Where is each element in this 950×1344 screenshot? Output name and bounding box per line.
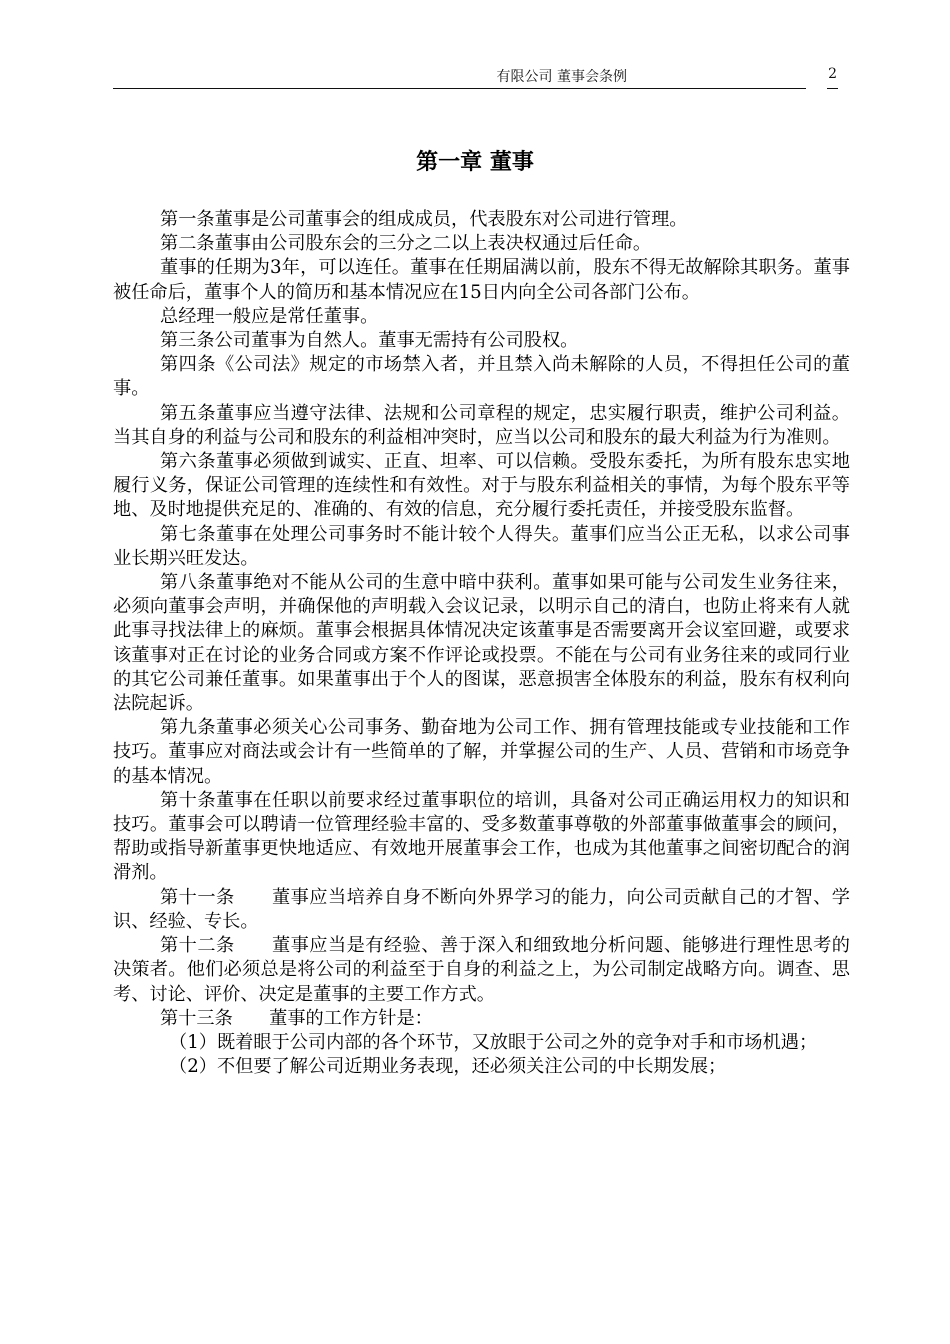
paragraph: 第十一条 董事应当培养自身不断向外界学习的能力，向公司贡献自己的才智、学识、经验、专长。	[113, 886, 850, 932]
paragraph: 第七条董事在处理公司事务时不能计较个人得失。董事们应当公正无私，以求公司事业长期兴旺发达。	[113, 523, 850, 569]
chapter-title: 第一章 董事	[416, 150, 534, 175]
list-item: （1）既着眼于公司内部的各个环节，又放眼于公司之外的竞争对手和市场机遇；	[169, 1031, 818, 1053]
paragraph: 第四条《公司法》规定的市场禁入者，并且禁入尚未解除的人员，不得担任公司的董事。	[113, 354, 850, 400]
paragraph: 第十条董事在任职以前要求经过董事职位的培训，具备对公司正确运用权力的知识和技巧。董事会可以聘请一位管理经验丰富的、受多数董事尊敬的外部董事做董事会的顾问，帮助或指导新董事更快地适应、有效地开展董事会工作，也成为其他董事之间密切配合的润滑剂。	[113, 789, 850, 884]
list-item: （2）不但要了解公司近期业务表现，还必须关注公司的中长期发展；	[169, 1056, 727, 1078]
paragraph: 第二条董事由公司股东会的三分之二以上表决权通过后任命。	[160, 233, 652, 255]
paragraph: 第六条董事必须做到诚实、正直、坦率、可以信赖。受股东委托，为所有股东忠实地履行义务，保证公司管理的连续性和有效性。对于与股东利益相关的事情，为每个股东平等地、及时地提供充足的、准确的、有效的信息，充分履行委托责任，并接受股东监督。	[113, 451, 850, 521]
paragraph: 第五条董事应当遵守法律、法规和公司章程的规定，忠实履行职责，维护公司利益。当其自身的利益与公司和股东的利益相冲突时，应当以公司和股东的最大利益为行为准则。	[113, 402, 850, 448]
paragraph: 第九条董事必须关心公司事务、勤奋地为公司工作、拥有管理技能或专业技能和工作技巧。董事应对商法或会计有一些简单的了解，并掌握公司的生产、人员、营销和市场竞争的基本情况。	[113, 717, 850, 787]
paragraph: 第八条董事绝对不能从公司的生意中暗中获利。董事如果可能与公司发生业务往来，必须向董事会声明，并确保他的声明载入会议记录，以明示自己的清白，也防止将来有人就此事寻找法律上的麻烦。董事会根据具体情况决定该董事是否需要离开会议室回避，或要求该董事对正在讨论的业务合同或方案不作评论或投票。不能在与公司有业务往来的或同行业的其它公司兼任董事。如果董事出于个人的图谋，恶意损害全体股东的利益，股东有权利向法院起诉。	[113, 572, 850, 715]
paragraph: 总经理一般应是常任董事。	[160, 305, 379, 327]
paragraph: 董事的任期为3年，可以连任。董事在任期届满以前，股东不得无故解除其职务。董事被任命后，董事个人的简历和基本情况应在15日内向全公司各部门公布。	[113, 257, 850, 303]
header-title: 有限公司 董事会条例	[496, 69, 627, 85]
document-body	[113, 208, 850, 1079]
page-number-underline	[827, 88, 838, 89]
paragraph: 第十三条 董事的工作方针是：	[160, 1007, 433, 1029]
paragraph: 第十二条 董事应当是有经验、善于深入和细致地分析问题、能够进行理性思考的决策者。他们必须总是将公司的利益至于自身的利益之上，为公司制定战略方向。调查、思考、讨论、评价、决定是董事的主要工作方式。	[113, 935, 850, 1005]
paragraph: 第三条公司董事为自然人。董事无需持有公司股权。	[160, 330, 579, 352]
header-divider	[113, 88, 806, 89]
paragraph: 第一条董事是公司董事会的组成成员，代表股东对公司进行管理。	[160, 209, 688, 230]
page-header	[113, 66, 837, 88]
page-number: 2	[828, 66, 837, 82]
